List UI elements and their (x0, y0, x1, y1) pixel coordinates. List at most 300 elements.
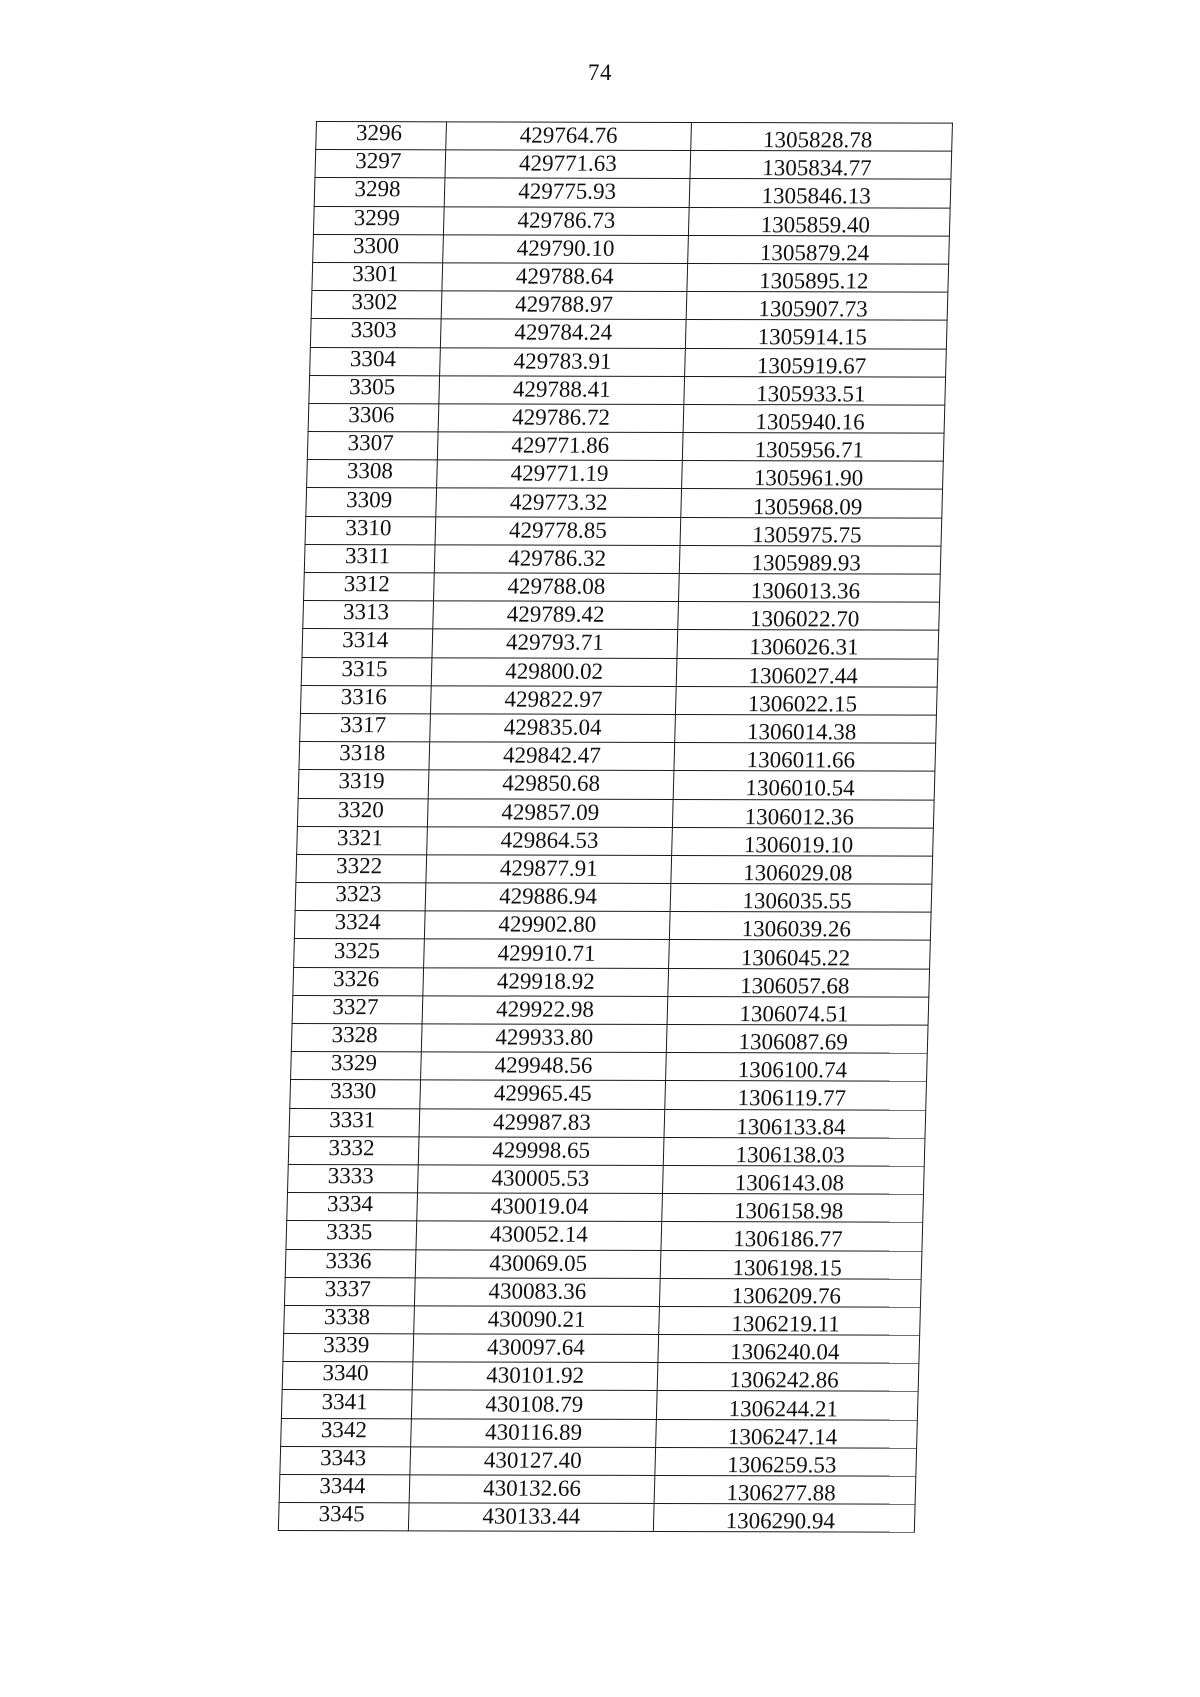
point-number-text: 3304 (349, 345, 397, 371)
point-number-cell (301, 657, 432, 686)
point-number-text: 3305 (348, 373, 396, 400)
y-coordinate-cell (663, 1165, 924, 1194)
point-number-cell (290, 1080, 421, 1109)
x-coordinate-text: 429948.56 (494, 1052, 593, 1079)
point-number-cell (303, 601, 434, 630)
point-number-text: 3306 (348, 402, 395, 428)
coordinates-table-body (278, 122, 952, 1533)
y-coordinate-cell (668, 968, 929, 997)
table-row (301, 657, 938, 687)
table-row (307, 460, 944, 490)
point-number-cell (288, 1164, 419, 1193)
y-coordinate-text: 1306119.77 (737, 1085, 847, 1111)
point-number-cell (278, 1503, 409, 1532)
y-coordinate-cell (654, 1475, 915, 1504)
y-coordinate-cell (667, 996, 928, 1025)
y-coordinate-cell (691, 122, 952, 151)
x-coordinate-cell (410, 1447, 656, 1476)
x-coordinate-text: 430108.79 (485, 1391, 584, 1417)
point-number-text: 3331 (329, 1106, 376, 1132)
point-number-text: 3317 (339, 712, 387, 738)
x-coordinate-cell (425, 883, 671, 912)
point-number-text: 3320 (337, 796, 385, 822)
x-coordinate-cell (432, 629, 678, 658)
x-coordinate-cell (441, 291, 687, 320)
y-coordinate-text: 1306244.21 (728, 1395, 839, 1421)
point-number-cell (280, 1446, 411, 1475)
x-coordinate-cell (435, 516, 681, 545)
point-number-text: 3325 (333, 937, 381, 963)
x-coordinate-text: 429764.76 (519, 122, 618, 148)
x-coordinate-cell (442, 263, 688, 292)
x-coordinate-text: 429998.65 (492, 1137, 591, 1163)
y-coordinate-text: 1306029.08 (742, 860, 853, 886)
y-coordinate-text: 1306045.22 (740, 944, 851, 970)
x-coordinate-text: 430116.89 (484, 1419, 583, 1445)
x-coordinate-cell (413, 1306, 659, 1335)
point-number-text: 3314 (342, 627, 389, 653)
x-coordinate-text: 430132.66 (482, 1475, 582, 1501)
y-coordinate-cell (672, 827, 933, 856)
y-coordinate-text: 1306219.11 (731, 1311, 841, 1337)
point-number-cell (307, 460, 438, 489)
table-row (294, 939, 931, 969)
point-number-text: 3319 (338, 768, 385, 794)
point-number-text: 3330 (329, 1078, 377, 1104)
y-coordinate-text: 1306035.55 (742, 888, 853, 914)
point-number-text: 3342 (320, 1416, 368, 1442)
x-coordinate-text: 429864.53 (500, 827, 599, 853)
x-coordinate-cell (431, 657, 677, 686)
y-coordinate-cell (671, 855, 932, 884)
y-coordinate-text: 1306012.36 (744, 803, 855, 830)
x-coordinate-text: 429790.10 (516, 235, 615, 261)
x-coordinate-text: 429850.68 (501, 770, 601, 797)
x-coordinate-text: 429842.47 (502, 742, 602, 769)
point-number-cell (313, 234, 444, 263)
x-coordinate-cell (415, 1249, 661, 1278)
y-coordinate-cell (680, 545, 941, 574)
point-number-text: 3335 (326, 1219, 373, 1245)
table-row (284, 1277, 921, 1307)
y-coordinate-cell (661, 1222, 922, 1251)
x-coordinate-cell (426, 855, 672, 884)
y-coordinate-cell (674, 743, 935, 772)
y-coordinate-text: 1306057.68 (739, 972, 850, 999)
table-row (303, 601, 940, 631)
x-coordinate-text: 429922.98 (495, 996, 595, 1022)
y-coordinate-cell (683, 404, 944, 433)
y-coordinate-text: 1305961.90 (753, 465, 864, 491)
y-coordinate-cell (670, 912, 931, 941)
point-number-cell (309, 375, 440, 404)
x-coordinate-cell (422, 996, 668, 1025)
point-number-cell (310, 319, 441, 348)
x-coordinate-text: 429775.93 (517, 179, 617, 205)
x-coordinate-text: 429987.83 (492, 1109, 592, 1135)
x-coordinate-text: 430127.40 (483, 1447, 583, 1473)
x-coordinate-cell (411, 1390, 657, 1419)
table-row (302, 629, 939, 659)
x-coordinate-cell (438, 404, 684, 433)
point-number-text: 3321 (336, 824, 384, 851)
y-coordinate-cell (682, 461, 943, 490)
point-number-cell (287, 1193, 418, 1222)
x-coordinate-text: 429857.09 (501, 799, 600, 825)
x-coordinate-cell (420, 1052, 666, 1081)
y-coordinate-cell (684, 376, 945, 405)
x-coordinate-text: 429933.80 (495, 1024, 594, 1050)
y-coordinate-text: 1306026.31 (748, 634, 859, 660)
y-coordinate-cell (677, 658, 938, 687)
table-row (308, 403, 945, 433)
point-number-cell (288, 1136, 419, 1165)
x-coordinate-text: 429918.92 (496, 968, 596, 994)
y-coordinate-cell (659, 1306, 920, 1335)
point-number-cell (305, 516, 436, 545)
x-coordinate-cell (420, 1080, 666, 1109)
y-coordinate-text: 1306011.66 (746, 747, 856, 773)
y-coordinate-cell (657, 1391, 918, 1420)
y-coordinate-cell (660, 1278, 921, 1307)
table-row (287, 1193, 924, 1223)
x-coordinate-text: 430097.64 (486, 1334, 586, 1360)
table-row (291, 1052, 928, 1082)
y-coordinate-text: 1305940.16 (755, 409, 865, 435)
x-coordinate-text: 429786.73 (517, 207, 616, 233)
point-number-text: 3308 (346, 458, 394, 484)
x-coordinate-cell (417, 1165, 663, 1194)
x-coordinate-text: 429910.71 (497, 940, 596, 966)
point-number-text: 3332 (328, 1134, 375, 1161)
y-coordinate-text: 1306242.86 (729, 1367, 840, 1393)
y-coordinate-text: 1305907.73 (758, 296, 869, 322)
x-coordinate-cell (408, 1503, 654, 1532)
point-number-text: 3339 (322, 1332, 370, 1358)
x-coordinate-text: 429771.63 (518, 150, 618, 177)
x-coordinate-cell (421, 1024, 667, 1053)
y-coordinate-cell (662, 1194, 923, 1223)
point-number-cell (284, 1277, 415, 1306)
y-coordinate-text: 1306027.44 (748, 662, 859, 689)
x-coordinate-text: 429786.72 (511, 404, 611, 430)
x-coordinate-text: 429786.32 (508, 545, 607, 571)
table-row (283, 1334, 920, 1364)
x-coordinate-cell (413, 1334, 659, 1363)
y-coordinate-cell (667, 1024, 928, 1053)
y-coordinate-cell (657, 1363, 918, 1392)
x-coordinate-text: 430069.05 (488, 1250, 588, 1276)
point-number-text: 3329 (330, 1050, 378, 1076)
table-row (299, 742, 936, 772)
table-row (290, 1080, 927, 1110)
x-coordinate-text: 429793.71 (505, 630, 605, 656)
x-coordinate-cell (419, 1108, 665, 1137)
x-coordinate-cell (434, 545, 680, 574)
x-coordinate-cell (437, 432, 683, 461)
point-number-text: 3337 (324, 1275, 372, 1302)
point-number-cell (308, 403, 439, 432)
y-coordinate-text: 1306100.74 (737, 1057, 848, 1083)
y-coordinate-text: 1306186.77 (732, 1226, 843, 1252)
table-row (309, 375, 946, 405)
point-number-cell (298, 770, 429, 799)
table-row (311, 291, 948, 321)
point-number-cell (312, 262, 443, 291)
y-coordinate-text: 1305968.09 (752, 493, 863, 519)
x-coordinate-cell (423, 939, 669, 968)
y-coordinate-text: 1306209.76 (731, 1282, 842, 1309)
point-number-text: 3343 (319, 1445, 367, 1471)
point-number-text: 3341 (321, 1388, 369, 1414)
x-coordinate-cell (428, 770, 674, 799)
y-coordinate-text: 1305914.15 (757, 324, 868, 350)
y-coordinate-text: 1305828.78 (762, 127, 873, 153)
table-row (297, 826, 934, 856)
y-coordinate-text: 1305933.51 (755, 380, 866, 407)
y-coordinate-cell (661, 1250, 922, 1279)
point-number-cell (316, 122, 447, 151)
x-coordinate-text: 430019.04 (490, 1193, 589, 1220)
x-coordinate-text: 429788.97 (514, 291, 614, 318)
table-row (285, 1249, 922, 1279)
table-row (310, 319, 947, 349)
x-coordinate-cell (414, 1278, 660, 1307)
point-number-cell (281, 1418, 412, 1447)
point-number-text: 3328 (331, 1022, 379, 1048)
y-coordinate-text: 1305834.77 (761, 155, 872, 181)
table-row (304, 544, 941, 574)
point-number-text: 3316 (340, 683, 388, 710)
x-coordinate-text: 429783.91 (513, 348, 612, 374)
x-coordinate-cell (430, 686, 676, 715)
y-coordinate-cell (678, 602, 939, 631)
point-number-cell (300, 685, 431, 714)
y-coordinate-cell (686, 320, 947, 349)
x-coordinate-text: 429835.04 (503, 714, 602, 740)
y-coordinate-cell (677, 630, 938, 659)
point-number-cell (285, 1249, 416, 1278)
y-coordinate-cell (669, 940, 930, 969)
y-coordinate-cell (690, 151, 951, 180)
point-number-cell (294, 911, 425, 940)
table-row (304, 572, 941, 602)
y-coordinate-text: 1306259.53 (726, 1452, 837, 1478)
x-coordinate-cell (417, 1193, 663, 1222)
y-coordinate-cell (689, 207, 950, 236)
point-number-text: 3313 (342, 599, 390, 625)
point-number-text: 3340 (322, 1360, 369, 1386)
point-number-text: 3307 (347, 430, 395, 456)
y-coordinate-text: 1306158.98 (733, 1198, 844, 1224)
y-coordinate-text: 1306133.84 (736, 1113, 846, 1140)
x-coordinate-text: 429771.19 (510, 460, 609, 487)
point-number-cell (286, 1221, 417, 1250)
point-number-text: 3303 (350, 317, 398, 343)
y-coordinate-cell (664, 1137, 925, 1166)
table-row (298, 770, 935, 800)
y-coordinate-cell (655, 1447, 916, 1476)
table-row (297, 798, 934, 828)
y-coordinate-text: 1306022.15 (747, 691, 858, 717)
x-coordinate-text: 429788.64 (515, 263, 615, 289)
table-row (315, 150, 952, 180)
point-number-text: 3345 (318, 1501, 366, 1527)
y-coordinate-cell (666, 1053, 927, 1082)
table-row (284, 1305, 921, 1335)
y-coordinate-cell (656, 1419, 917, 1448)
x-coordinate-cell (444, 178, 690, 207)
y-coordinate-cell (658, 1335, 919, 1364)
point-number-cell (291, 1052, 422, 1081)
point-number-cell (291, 1023, 422, 1052)
point-number-text: 3300 (352, 232, 400, 259)
table-row (286, 1221, 923, 1251)
y-coordinate-cell (673, 799, 934, 828)
point-number-text: 3318 (338, 740, 386, 766)
table-row (292, 995, 929, 1025)
page-number: 74 (588, 60, 612, 85)
x-coordinate-text: 429800.02 (504, 658, 604, 684)
x-coordinate-text: 429822.97 (504, 686, 603, 712)
y-coordinate-text: 1306198.15 (732, 1254, 843, 1281)
x-coordinate-cell (436, 460, 682, 489)
y-coordinate-cell (688, 235, 949, 264)
x-coordinate-cell (418, 1137, 664, 1166)
point-number-text: 3315 (341, 655, 388, 681)
y-coordinate-text: 1306022.70 (749, 606, 860, 632)
point-number-text: 3323 (335, 881, 382, 907)
y-coordinate-cell (685, 348, 946, 377)
x-coordinate-text: 429778.85 (508, 517, 608, 543)
point-number-cell (315, 150, 446, 179)
y-coordinate-text: 1306138.03 (735, 1142, 846, 1168)
table-row (300, 685, 937, 715)
point-number-text: 3310 (345, 514, 392, 540)
y-coordinate-text: 1306143.08 (734, 1170, 845, 1196)
x-coordinate-cell (430, 714, 676, 743)
table-row (288, 1164, 925, 1194)
point-number-cell (294, 939, 425, 968)
point-number-cell (295, 883, 426, 912)
point-number-cell (296, 854, 427, 883)
x-coordinate-text: 429886.94 (498, 883, 598, 909)
table-row (288, 1136, 925, 1166)
y-coordinate-cell (679, 573, 940, 602)
x-coordinate-cell (426, 827, 672, 856)
point-number-text: 3334 (326, 1191, 374, 1217)
y-coordinate-text: 1306290.94 (725, 1508, 836, 1534)
y-coordinate-text: 1306240.04 (729, 1339, 840, 1365)
table-row (278, 1503, 915, 1533)
point-number-cell (279, 1474, 410, 1503)
y-coordinate-text: 1305846.13 (761, 183, 872, 209)
x-coordinate-cell (433, 601, 679, 630)
x-coordinate-text: 429771.86 (511, 432, 610, 458)
x-coordinate-text: 430133.44 (482, 1503, 581, 1530)
y-coordinate-text: 1306247.14 (727, 1423, 838, 1450)
x-coordinate-cell (429, 742, 675, 771)
y-coordinate-cell (681, 489, 942, 518)
point-number-cell (304, 544, 435, 573)
point-number-text: 3302 (351, 289, 398, 315)
point-number-text: 3296 (355, 120, 403, 146)
point-number-cell (306, 488, 437, 517)
x-coordinate-text: 430005.53 (491, 1165, 590, 1191)
y-coordinate-cell (675, 714, 936, 743)
x-coordinate-cell (412, 1362, 658, 1391)
y-coordinate-cell (664, 1109, 925, 1138)
point-number-text: 3324 (334, 909, 382, 935)
point-number-cell (297, 826, 428, 855)
table-row (280, 1446, 917, 1476)
coordinates-table (278, 121, 953, 1533)
x-coordinate-text: 429877.91 (499, 855, 599, 881)
x-coordinate-cell (439, 347, 685, 376)
y-coordinate-cell (665, 1081, 926, 1110)
table-row (305, 516, 942, 546)
point-number-cell (302, 629, 433, 658)
x-coordinate-cell (427, 798, 673, 827)
x-coordinate-cell (443, 206, 689, 235)
table-row (295, 883, 932, 913)
y-coordinate-text: 1305879.24 (759, 240, 870, 266)
x-coordinate-cell (440, 319, 686, 348)
y-coordinate-cell (670, 884, 931, 913)
x-coordinate-cell (436, 488, 682, 517)
table-row (300, 713, 937, 743)
point-number-cell (282, 1362, 413, 1391)
point-number-text: 3299 (353, 204, 401, 230)
point-number-cell (283, 1334, 414, 1363)
y-coordinate-text: 1305919.67 (756, 352, 867, 379)
x-coordinate-text: 429773.32 (509, 489, 608, 515)
y-coordinate-text: 1305989.93 (751, 550, 862, 576)
table-row (281, 1418, 918, 1448)
y-coordinate-text: 1306019.10 (743, 831, 854, 858)
point-number-text: 3301 (351, 261, 399, 287)
point-number-cell (281, 1390, 412, 1419)
point-number-cell (292, 995, 423, 1024)
x-coordinate-cell (410, 1418, 656, 1447)
y-coordinate-cell (674, 771, 935, 800)
x-coordinate-cell (446, 122, 692, 151)
x-coordinate-cell (445, 150, 691, 179)
table-row (312, 262, 949, 292)
point-number-text: 3326 (332, 965, 380, 991)
point-number-text: 3333 (327, 1163, 375, 1189)
y-coordinate-text: 1305975.75 (752, 521, 862, 548)
table-row (282, 1362, 919, 1392)
point-number-cell (299, 742, 430, 771)
y-coordinate-cell (680, 517, 941, 546)
table-row (291, 1023, 928, 1053)
x-coordinate-cell (442, 235, 688, 264)
point-number-cell (297, 798, 428, 827)
x-coordinate-text: 430083.36 (488, 1278, 587, 1304)
table-row (296, 854, 933, 884)
y-coordinate-text: 1306039.26 (741, 916, 852, 942)
x-coordinate-cell (424, 911, 670, 940)
point-number-cell (307, 432, 438, 461)
point-number-cell (304, 572, 435, 601)
x-coordinate-cell (423, 967, 669, 996)
point-number-cell (284, 1305, 415, 1334)
point-number-text: 3309 (345, 486, 393, 512)
table-row (310, 347, 947, 377)
table-row (314, 178, 951, 208)
point-number-cell (313, 206, 444, 235)
